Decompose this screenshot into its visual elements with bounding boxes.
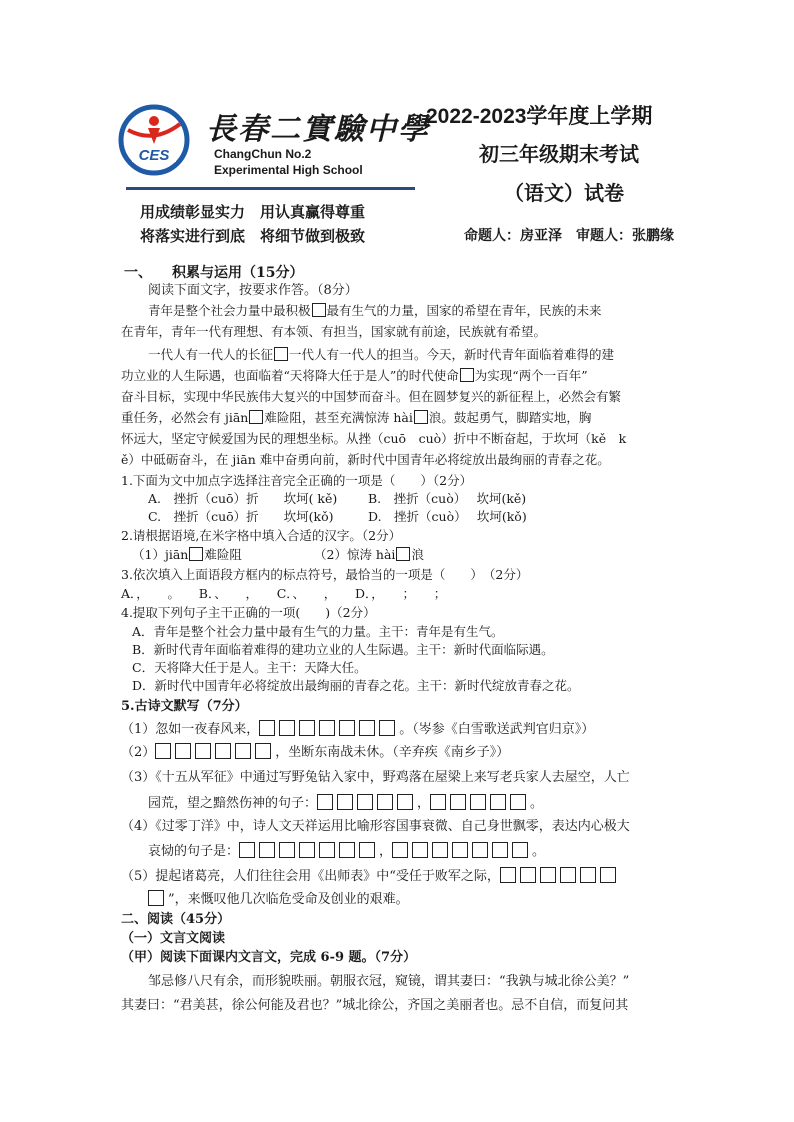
answer-box[interactable] bbox=[452, 842, 468, 858]
answer-box[interactable] bbox=[580, 867, 596, 883]
question-5: 5.古诗文默写（7分） bbox=[121, 699, 248, 714]
answer-box[interactable] bbox=[510, 794, 526, 810]
q1-option-c[interactable]: C. 挫折（cuō）折 坎坷(kǒ) bbox=[148, 509, 334, 524]
classical-text-line: 邹忌修八尺有余，而形貌昳丽。朝服衣冠，窥镜，谓其妻曰：“我孰与城北徐公美？” bbox=[148, 974, 630, 989]
logo-text: CES bbox=[138, 147, 170, 164]
header-rule bbox=[126, 187, 415, 190]
answer-box[interactable] bbox=[274, 347, 288, 361]
q2-item-1: （1）jiān 难险阻 bbox=[132, 547, 242, 562]
passage-line: ě）中砥砺奋斗，在 jiān 难中奋勇向前，新时代中国青年必将绽放出最绚丽的青春之花。 bbox=[121, 452, 610, 467]
answer-box[interactable] bbox=[148, 890, 164, 906]
section-2-sub-2: （甲）阅读下面课内文言文，完成 6-9 题。（7分） bbox=[121, 950, 417, 965]
q5-line-1: （1）忽如一夜春风来， 。（岑参《白雪歌送武判官归京》） bbox=[121, 722, 595, 737]
answer-box[interactable] bbox=[430, 794, 446, 810]
answer-box[interactable] bbox=[377, 794, 393, 810]
q4-option-d[interactable]: D．新时代中国青年必将绽放出最绚丽的青春之花。主干：新时代绽放青春之花。 bbox=[132, 678, 580, 693]
answer-box[interactable] bbox=[392, 842, 408, 858]
passage-line: 重任务，必然会有 jiān 难险阻，甚至充满惊涛 hài 浪。鼓起勇气，脚踏实地，胸 bbox=[121, 410, 592, 425]
answer-box[interactable] bbox=[470, 794, 486, 810]
q4-option-c[interactable]: C．天将降大任于是人。主干：天降大任。 bbox=[132, 660, 367, 675]
q5-line-4: （4）《过零丁洋》中，诗人文天祥运用比喻形容国事衰微、自己身世飘零，表达内心极大 bbox=[121, 819, 630, 834]
exam-authors: 命题人：房亚泽 审题人：张鹏缘 bbox=[464, 228, 674, 244]
answer-box[interactable] bbox=[155, 743, 171, 759]
answer-box[interactable] bbox=[337, 794, 353, 810]
q4-option-a[interactable]: A．青年是整个社会力量中最有生气的力量。主干：青年是有生气。 bbox=[132, 624, 504, 639]
answer-box[interactable] bbox=[397, 794, 413, 810]
answer-box[interactable] bbox=[249, 410, 263, 424]
passage-line: 奋斗目标，实现中华民族伟大复兴的中国梦而奋斗。但在圆梦复兴的新征程上，必然会有繁 bbox=[121, 389, 622, 404]
exam-title-subject: （语文）试卷 bbox=[504, 181, 624, 205]
answer-box[interactable] bbox=[450, 794, 466, 810]
answer-box[interactable] bbox=[600, 867, 616, 883]
exam-title-year: 2022-2023学年度上学期 bbox=[426, 105, 653, 128]
school-name-calligraphy: 長春二實驗中學 bbox=[206, 112, 430, 147]
school-name-en-2: Experimental High School bbox=[214, 163, 363, 177]
school-logo bbox=[118, 104, 190, 176]
answer-box[interactable] bbox=[259, 720, 275, 736]
answer-box[interactable] bbox=[195, 743, 211, 759]
q5-line-5: （5）提起诸葛亮，人们往往会用《出师表》中“受任于败军之际， bbox=[121, 867, 620, 885]
q1-option-d[interactable]: D. 挫折（cuò） 坎坷(kǒ) bbox=[368, 509, 527, 524]
answer-box[interactable] bbox=[239, 842, 255, 858]
answer-box[interactable] bbox=[396, 547, 410, 561]
q5-line-2: （2） ，坐断东南战未休。（辛弃疾《南乡子》） bbox=[121, 745, 510, 760]
passage-line: 功立业的人生际遇，也面临着“天将降大任于是人”的时代使命 为实现“两个一百年” bbox=[121, 368, 588, 383]
answer-box[interactable] bbox=[299, 720, 315, 736]
answer-box[interactable] bbox=[339, 842, 355, 858]
answer-box[interactable] bbox=[279, 720, 295, 736]
passage-line: 一代人有一代人的长征 一代人有一代人的担当。今天，新时代青年面临着难得的建 bbox=[148, 347, 615, 362]
answer-box[interactable] bbox=[299, 842, 315, 858]
answer-box[interactable] bbox=[460, 368, 474, 382]
answer-box[interactable] bbox=[175, 743, 191, 759]
answer-box[interactable] bbox=[540, 867, 556, 883]
q5-line-5b: ”，来慨叹他几次临危受命及创业的艰难。 bbox=[148, 890, 409, 908]
section-2-sub-1: （一）文言文阅读 bbox=[121, 931, 226, 946]
motto-line-2: 将落实进行到底 将细节做到极致 bbox=[140, 227, 366, 245]
q4-option-b[interactable]: B．新时代青年面临着难得的建功立业的人生际遇。主干：新时代面临际遇。 bbox=[132, 642, 554, 657]
question-1: 1.下面为文中加点字选择注音完全正确的一项是（ ）（2分） bbox=[121, 473, 473, 488]
answer-box[interactable] bbox=[339, 720, 355, 736]
answer-box[interactable] bbox=[412, 842, 428, 858]
school-name-en-1: ChangChun No.2 bbox=[214, 147, 312, 161]
answer-box[interactable] bbox=[500, 867, 516, 883]
question-2: 2.请根据语境,在米字格中填入合适的汉字。（2分） bbox=[121, 528, 402, 543]
answer-box[interactable] bbox=[512, 842, 528, 858]
reading-intro: 阅读下面文字，按要求作答。（8分） bbox=[148, 283, 358, 298]
answer-box[interactable] bbox=[490, 794, 506, 810]
question-4: 4.提取下列句子主干正确的一项( )（2分） bbox=[121, 605, 376, 620]
answer-box[interactable] bbox=[279, 842, 295, 858]
q1-option-a[interactable]: A. 挫折（cuō）折 坎坷( kě) bbox=[148, 491, 338, 506]
answer-box[interactable] bbox=[215, 743, 231, 759]
q2-item-2: （2）惊涛 hài 浪 bbox=[314, 547, 424, 562]
answer-box[interactable] bbox=[560, 867, 576, 883]
passage-line: 青年是整个社会力量中最积极 最有生气的力量，国家的希望在青年，民族的未来 bbox=[148, 303, 602, 318]
q5-line-3: （3）《十五从军征》中通过写野兔钻入家中，野鸡落在屋梁上来写老兵家人去屋空，人亡 bbox=[121, 770, 630, 785]
answer-box[interactable] bbox=[312, 303, 326, 317]
answer-box[interactable] bbox=[357, 794, 373, 810]
answer-box[interactable] bbox=[317, 794, 333, 810]
answer-box[interactable] bbox=[492, 842, 508, 858]
exam-title-grade: 初三年级期末考试 bbox=[479, 142, 639, 166]
answer-box[interactable] bbox=[359, 842, 375, 858]
answer-box[interactable] bbox=[235, 743, 251, 759]
passage-line: 怀远大，坚定守候爱国为民的理想坐标。从挫（cuō cuò）折中不断奋起，于坎坷（kě k bbox=[121, 431, 627, 446]
question-3: 3.依次填入上面语段方框内的标点符号，最恰当的一项是（ ） （2分） bbox=[121, 567, 529, 582]
section-1-heading: 一、 积累与运用（15分） bbox=[124, 265, 304, 281]
q1-option-b[interactable]: B. 挫折（cuò） 坎坷(kě) bbox=[368, 491, 527, 506]
answer-box[interactable] bbox=[432, 842, 448, 858]
q5-line-3b: 园荒，望之黯然伤神的句子： ， 。 bbox=[148, 796, 544, 811]
answer-box[interactable] bbox=[189, 547, 203, 561]
answer-box[interactable] bbox=[255, 743, 271, 759]
motto-line-1: 用成绩彰显实力 用认真赢得尊重 bbox=[140, 203, 366, 221]
answer-box[interactable] bbox=[359, 720, 375, 736]
answer-box[interactable] bbox=[319, 842, 335, 858]
answer-box[interactable] bbox=[520, 867, 536, 883]
passage-line: 在青年，青年一代有理想、有本领、有担当，国家就有前途，民族就有希望。 bbox=[121, 324, 547, 339]
q3-options[interactable]: A．， 。 B．、 ， C．、 ， D．， ； ； bbox=[121, 586, 447, 601]
answer-box[interactable] bbox=[379, 720, 395, 736]
section-2-heading: 二、阅读（45分） bbox=[121, 912, 231, 927]
answer-box[interactable] bbox=[319, 720, 335, 736]
answer-box[interactable] bbox=[259, 842, 275, 858]
answer-box[interactable] bbox=[472, 842, 488, 858]
q5-line-4b: 哀恸的句子是： ， 。 bbox=[148, 844, 546, 859]
answer-box[interactable] bbox=[414, 410, 428, 424]
classical-text-line: 其妻曰：“君美甚，徐公何能及君也？”城北徐公，齐国之美丽者也。忌不自信，而复问其 bbox=[121, 998, 629, 1013]
